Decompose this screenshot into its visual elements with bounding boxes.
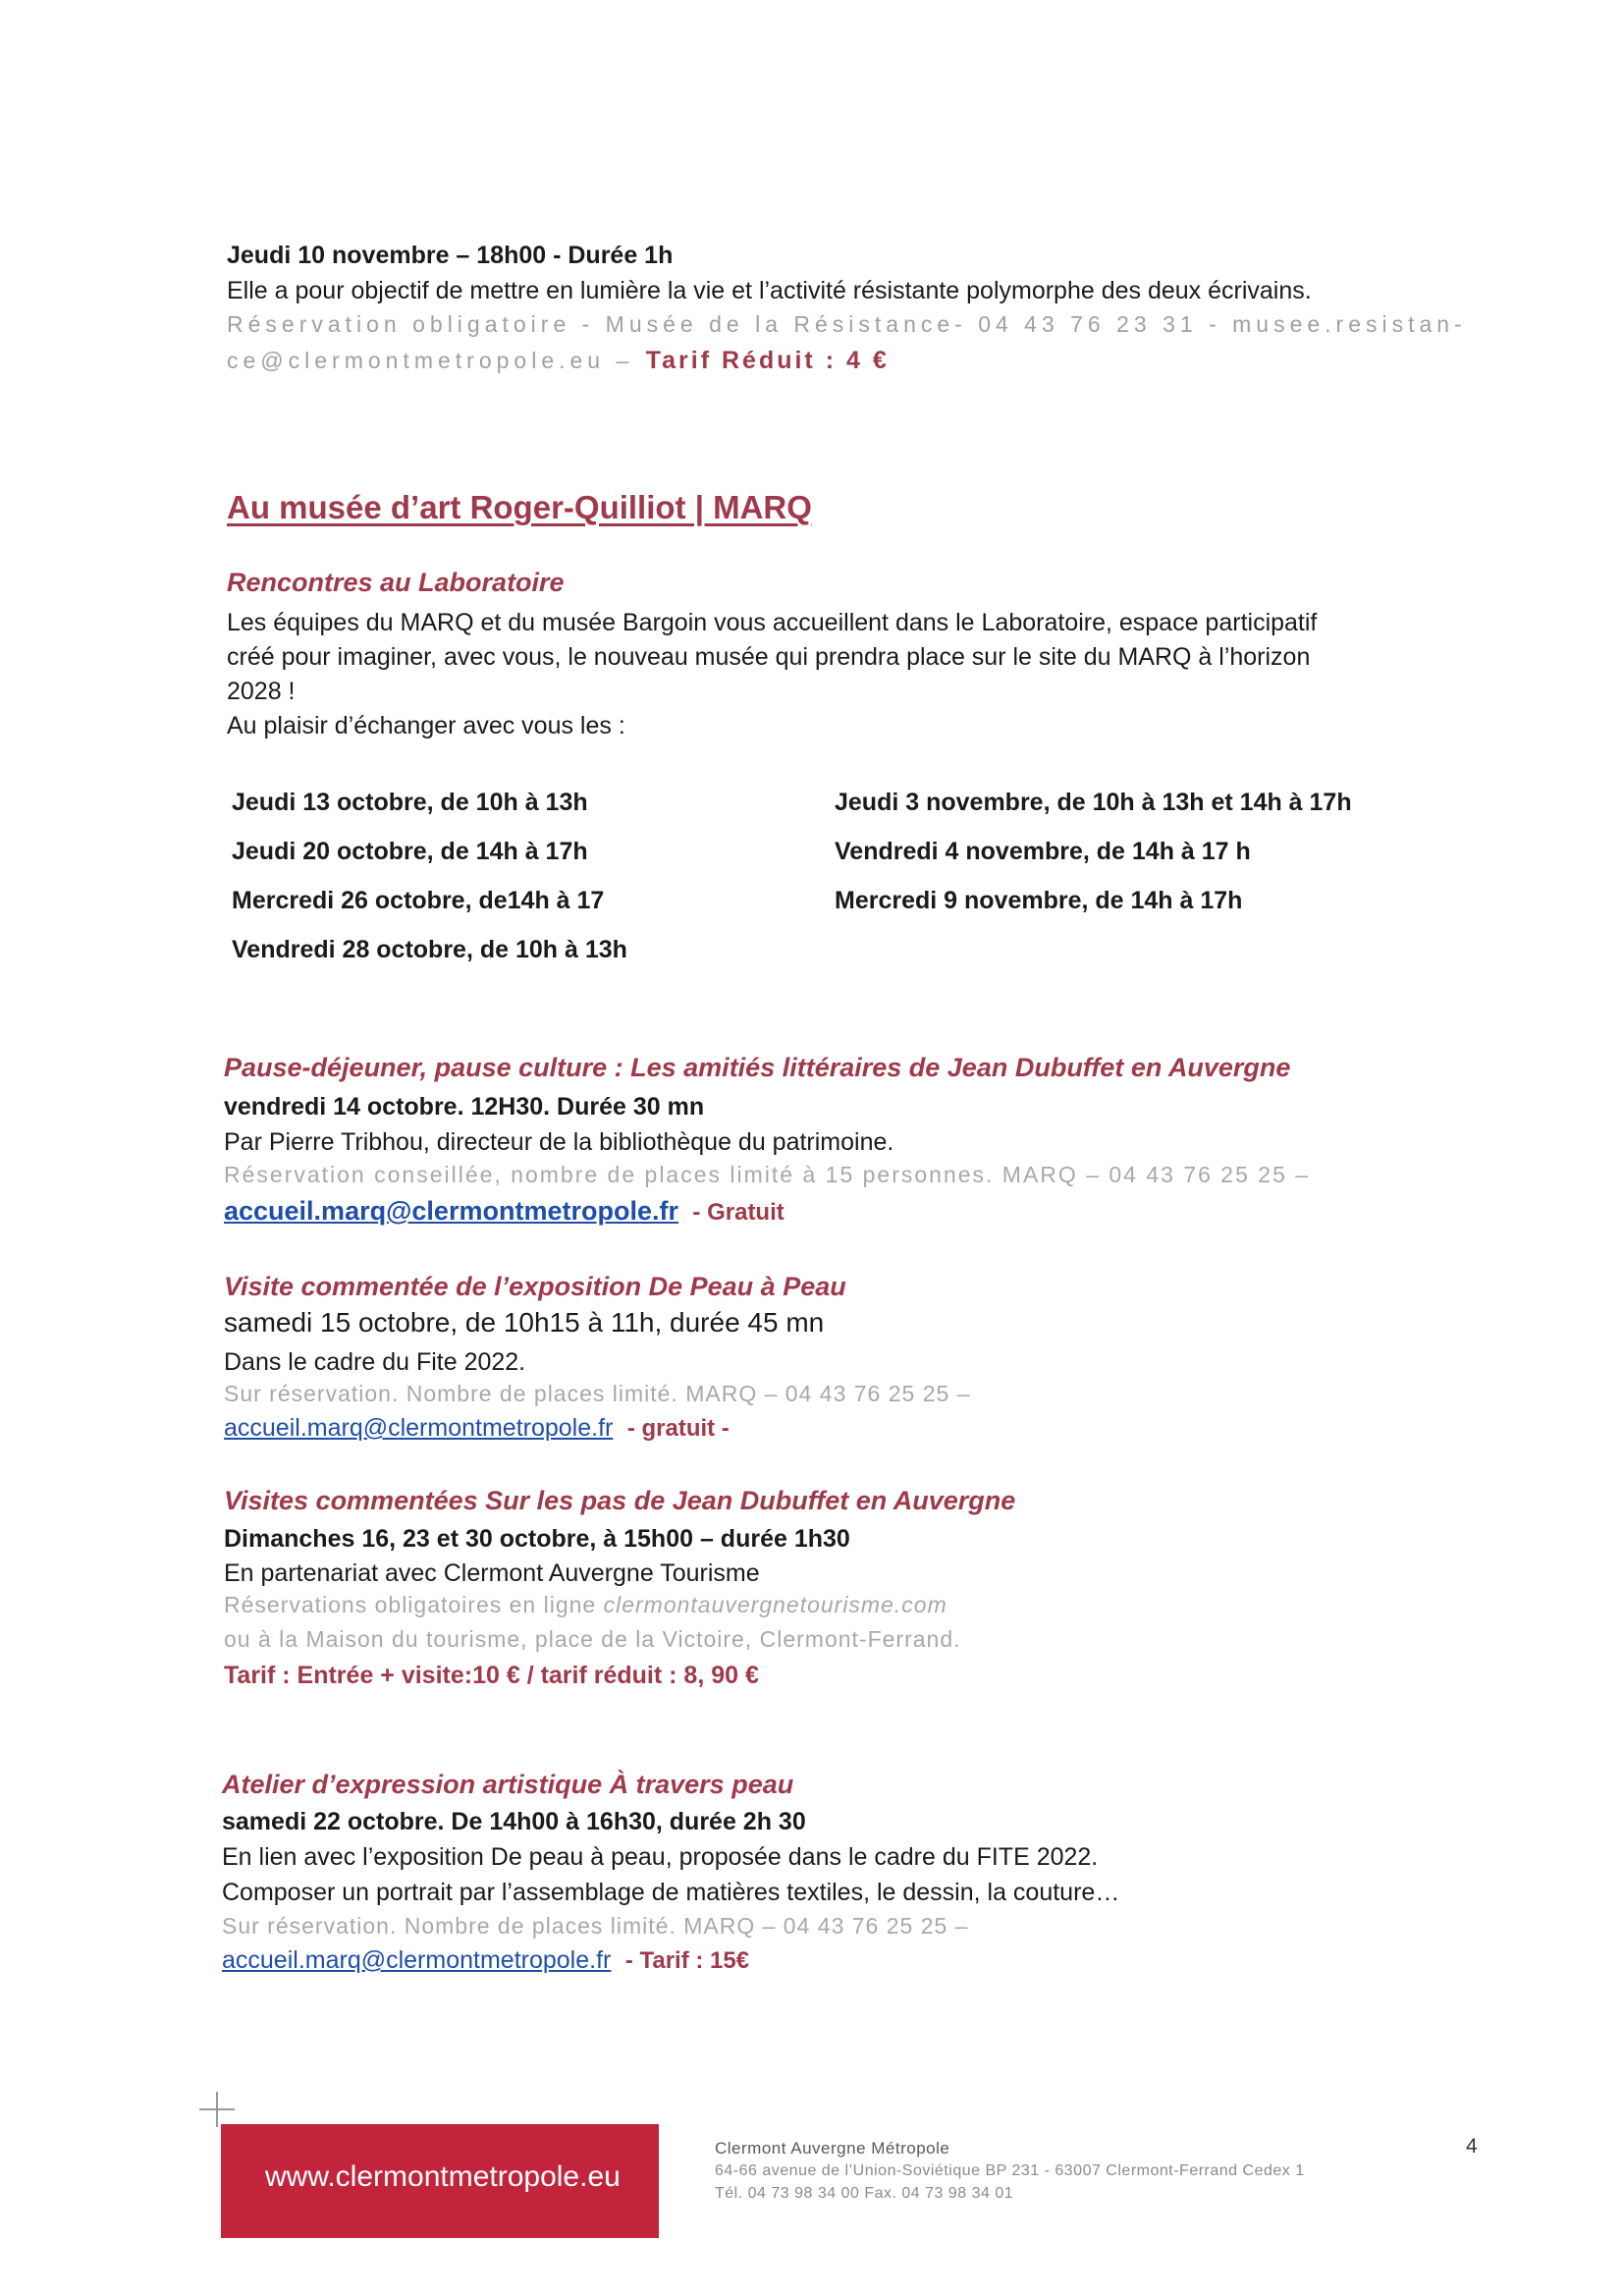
date-right-2: Vendredi 4 novembre, de 14h à 17 h <box>835 838 1251 865</box>
visite-heading: Visite commentée de l’exposition De Peau à Peau <box>224 1272 846 1301</box>
visite-reservation: Sur réservation. Nombre de places limité. MARQ – 04 43 76 25 25 – <box>224 1381 971 1406</box>
visites-reservation-text: Réservations obligatoires en ligne <box>224 1592 597 1617</box>
section-title-marq[interactable]: Au musée d’art Roger-Quilliot | MARQ <box>227 489 812 525</box>
atelier-reservation: Sur réservation. Nombre de places limité. MARQ – 04 43 76 25 25 – <box>222 1913 969 1939</box>
visites-tourism-site: clermontauvergnetourisme.com <box>603 1592 947 1617</box>
intro-price: Tarif Réduit : 4 € <box>645 347 890 374</box>
visite-contact-line <box>224 1414 730 1443</box>
pause-description: Par Pierre Tribhou, directeur de la bibliothèque du patrimoine. <box>224 1128 894 1156</box>
visites-description: En partenariat avec Clermont Auvergne Tourisme <box>224 1559 760 1587</box>
intro-description: Elle a pour objectif de mettre en lumière la vie et l’activité résistante polymorphe des deux écrivains. <box>227 277 1312 304</box>
atelier-date: samedi 22 octobre. De 14h00 à 16h30, durée 2h 30 <box>222 1808 806 1835</box>
atelier-heading: Atelier d’expression artistique À travers peau <box>222 1770 794 1799</box>
visites-reservation-line2: ou à la Maison du tourisme, place de la Victoire, Clermont-Ferrand. <box>224 1626 961 1652</box>
crosshair-mark-icon <box>199 2092 235 2127</box>
pause-date: vendredi 14 octobre. 12H30. Durée 30 mn <box>224 1093 705 1121</box>
visites-heading: Visites commentées Sur les pas de Jean Dubuffet en Auvergne <box>224 1486 1016 1515</box>
pause-contact-line <box>224 1196 784 1227</box>
atelier-description-2: Composer un portrait par l’assemblage de matières textiles, le dessin, la couture… <box>222 1879 1120 1906</box>
pause-heading: Pause-déjeuner, pause culture : Les amitiés littéraires de Jean Dubuffet en Auvergne <box>224 1053 1291 1082</box>
atelier-email-link[interactable]: accueil.marq@clermontmetropole.fr <box>222 1946 612 1974</box>
rencontres-heading: Rencontres au Laboratoire <box>227 568 565 597</box>
footer-address: 64-66 avenue de l’Union-Soviétique BP 231 - 63007 Clermont-Ferrand Cedex 1 <box>715 2162 1305 2179</box>
date-left-3: Mercredi 26 octobre, de14h à 17 <box>232 887 605 914</box>
page-number: 4 <box>1466 2135 1478 2158</box>
visite-email-link[interactable]: accueil.marq@clermontmetropole.fr <box>224 1414 614 1442</box>
intro-date: Jeudi 10 novembre – 18h00 - Durée 1h <box>227 242 674 269</box>
intro-reservation-line1: Réservation obligatoire - Musée de la Résistance- 04 43 76 23 31 - musee.resistan- <box>227 311 1467 337</box>
rencontres-paragraph-1: Les équipes du MARQ et du musée Bargoin vous accueillent dans le Laboratoire, espace participatif <box>227 609 1318 636</box>
date-right-3: Mercredi 9 novembre, de 14h à 17h <box>835 887 1243 914</box>
pause-email-link[interactable]: accueil.marq@clermontmetropole.fr <box>224 1196 678 1226</box>
visites-date: Dimanches 16, 23 et 30 octobre, à 15h00 – durée 1h30 <box>224 1525 850 1553</box>
atelier-description-1: En lien avec l’exposition De peau à peau, proposée dans le cadre du FITE 2022. <box>222 1843 1099 1871</box>
footer-url[interactable]: www.clermontmetropole.eu <box>265 2160 621 2193</box>
visite-price: - gratuit - <box>626 1415 730 1442</box>
date-left-2: Jeudi 20 octobre, de 14h à 17h <box>232 838 588 865</box>
rencontres-paragraph-4: Au plaisir d’échanger avec vous les : <box>227 712 625 739</box>
footer-phone: Tél. 04 73 98 34 00 Fax. 04 73 98 34 01 <box>715 2185 1014 2202</box>
footer-url-banner[interactable] <box>221 2124 659 2238</box>
intro-reservation-line2-group <box>227 347 890 375</box>
visite-description: Dans le cadre du Fite 2022. <box>224 1348 526 1376</box>
visite-date: samedi 15 octobre, de 10h15 à 11h, durée 45 mn <box>224 1307 825 1338</box>
atelier-price: - Tarif : 15€ <box>624 1947 750 1974</box>
visites-price: Tarif : Entrée + visite:10 € / tarif réduit : 8, 90 € <box>224 1662 759 1689</box>
date-right-1: Jeudi 3 novembre, de 10h à 13h et 14h à 17h <box>835 789 1352 816</box>
footer-organization: Clermont Auvergne Métropole <box>715 2139 950 2158</box>
date-left-1: Jeudi 13 octobre, de 10h à 13h <box>232 789 588 816</box>
visites-reservation-line1 <box>224 1592 947 1618</box>
rencontres-paragraph-2: créé pour imaginer, avec vous, le nouveau musée qui prendra place sur le site du MARQ à l’horizon <box>227 643 1311 671</box>
date-left-4: Vendredi 28 octobre, de 10h à 13h <box>232 936 627 963</box>
rencontres-paragraph-3: 2028 ! <box>227 678 296 705</box>
pause-price: - Gratuit <box>692 1199 784 1226</box>
intro-reservation-line2: ce@clermontmetropole.eu – <box>227 348 634 373</box>
pause-reservation: Réservation conseillée, nombre de places limité à 15 personnes. MARQ – 04 43 76 25 25 – <box>224 1162 1311 1187</box>
atelier-contact-line <box>222 1946 749 1975</box>
